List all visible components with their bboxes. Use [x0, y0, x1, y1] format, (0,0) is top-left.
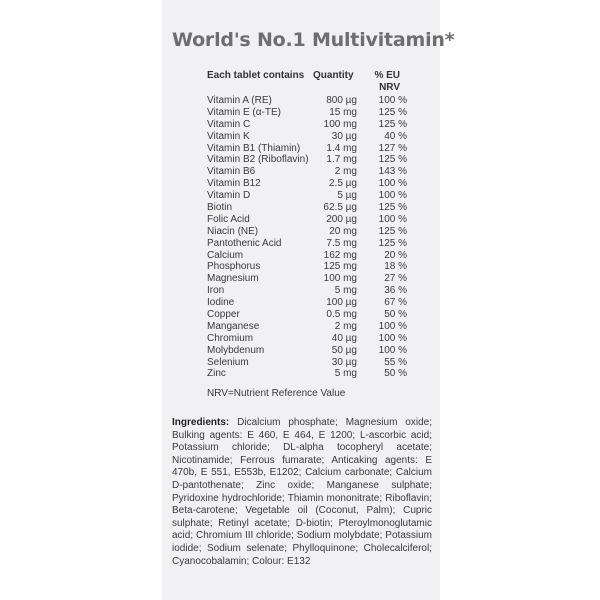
table-row	[207, 226, 407, 238]
table-row	[207, 368, 407, 380]
nutrient-name: Vitamin B6	[207, 166, 256, 178]
nutrient-name: Manganese	[207, 320, 260, 332]
nutrient-name: Vitamin C	[207, 118, 251, 130]
table-row	[207, 285, 407, 297]
table-row	[207, 178, 407, 190]
table-row	[207, 238, 407, 250]
nutrient-nrv: 100 %	[378, 213, 407, 225]
nutrient-quantity: 62.5 µg	[323, 202, 357, 214]
nutrient-quantity: 40 µg	[331, 332, 357, 344]
nutrient-name: Copper	[207, 309, 240, 321]
table-row	[207, 107, 407, 119]
header-nutrient: Each tablet contains	[207, 70, 305, 81]
nutrient-name: Selenium	[207, 356, 249, 368]
table-row	[207, 131, 407, 143]
nutrient-nrv: 100 %	[378, 344, 407, 356]
table-row	[207, 345, 407, 357]
nutrient-quantity: 100 µg	[326, 297, 357, 309]
nutrient-name: Chromium	[207, 332, 254, 344]
nutrient-name: Molybdenum	[207, 344, 265, 356]
page-title: World's No.1 Multivitamin*	[172, 29, 455, 51]
table-row	[207, 261, 407, 273]
nutrient-nrv: 100 %	[378, 95, 407, 106]
nutrient-quantity: 50 µg	[331, 344, 357, 356]
nutrient-nrv: 100 %	[378, 320, 407, 332]
nutrient-quantity: 30 µg	[331, 130, 357, 142]
ingredients-text: Dicalcium phosphate; Magnesium oxide; Bulking agents: E 460, E 464, E 1200; L-ascorbic acid; Potassium chloride; DL-alpha tocopheryl acetate; Nicotinamide; Ferrous fumarate; Anticaking agents: E 470b, E 551, E553b, E1202; Calcium carbonate; Calcium D-pantothenate; Zinc oxide; Manganese sulphate; Pyridoxine hydrochloride; Thiamin mononitrate; Riboflavin; Beta-carotene; Vegetable oil (Coconut, Palm); Cupric sulphate; Retinyl acetate; D-biotin; Pteroylmonoglutamic acid; Chromium III chloride; Sodium molybdate; Potassium iodide; Sodium selenate; Phylloquinone; Cholecalciferol; Cyanocobalamin; Colour: E132	[172, 417, 432, 567]
nutrient-nrv: 36 %	[384, 285, 407, 297]
nutrient-nrv: 125 %	[378, 225, 407, 237]
table-row	[207, 95, 407, 107]
nutrient-nrv: 125 %	[378, 237, 407, 249]
nutrient-nrv: 18 %	[384, 261, 407, 273]
nutrient-name: Biotin	[207, 202, 233, 214]
nutrient-name: Niacin (NE)	[207, 225, 259, 237]
nutrient-name: Vitamin B2 (Riboflavin)	[207, 154, 309, 166]
nutrient-name: Zinc	[207, 368, 226, 380]
nutrient-quantity: 7.5 mg	[326, 237, 357, 249]
table-row	[207, 202, 407, 214]
nutrient-nrv: 50 %	[384, 309, 407, 321]
nutrient-quantity: 100 mg	[323, 118, 357, 130]
nutrient-quantity: 200 µg	[326, 213, 357, 225]
nutrient-name: Iron	[207, 285, 225, 297]
nutrient-quantity: 20 mg	[329, 225, 357, 237]
header-nrv-line2: NRV	[379, 81, 400, 93]
nutrient-nrv: 100 %	[378, 332, 407, 344]
nutrient-nrv: 27 %	[384, 273, 407, 285]
table-row	[207, 321, 407, 333]
nutrient-quantity: 5 µg	[337, 190, 357, 202]
table-row	[207, 309, 407, 321]
nutrient-quantity: 100 mg	[323, 273, 357, 285]
nutrient-name: Magnesium	[207, 273, 259, 285]
header-quantity: Quantity	[313, 70, 354, 81]
nutrient-quantity: 800 µg	[326, 95, 357, 106]
nutrient-name: Vitamin B1 (Thiamin)	[207, 142, 301, 154]
table-row	[207, 297, 407, 309]
nutrient-nrv: 100 %	[378, 190, 407, 202]
nutrient-name: Folic Acid	[207, 213, 250, 225]
nutrient-nrv: 143 %	[378, 166, 407, 178]
table-row	[207, 119, 407, 131]
nutrient-name: Vitamin K	[207, 130, 250, 142]
nutrient-name: Phosphorus	[207, 261, 261, 273]
header-nrv-line1: % EU	[374, 70, 400, 81]
nutrient-quantity: 5 mg	[334, 285, 357, 297]
nutrient-quantity: 30 µg	[331, 356, 357, 368]
nutrient-nrv: 125 %	[378, 118, 407, 130]
table-row	[207, 154, 407, 166]
nutrient-quantity: 2 mg	[334, 166, 357, 178]
ingredients-paragraph	[172, 417, 432, 568]
nutrient-nrv: 20 %	[384, 249, 407, 261]
nutrient-nrv: 125 %	[378, 154, 407, 166]
table-row	[207, 166, 407, 178]
nutrient-nrv: 125 %	[378, 202, 407, 214]
nutrient-name: Vitamin B12	[207, 178, 261, 190]
nutrient-name: Iodine	[207, 297, 235, 309]
nutrient-quantity: 0.5 mg	[326, 309, 357, 321]
table-row	[207, 250, 407, 262]
table-row	[207, 190, 407, 202]
header-nrv	[373, 70, 400, 93]
nutrient-name: Pantothenic Acid	[207, 237, 282, 249]
nutrient-nrv: 125 %	[378, 106, 407, 118]
nrv-footnote: NRV=Nutrient Reference Value	[207, 388, 346, 399]
ingredients-label: Ingredients:	[172, 417, 230, 428]
nutrient-quantity: 2.5 µg	[328, 178, 357, 190]
nutrient-nrv: 55 %	[384, 356, 407, 368]
nutrient-name: Vitamin A (RE)	[207, 95, 272, 106]
nutrient-quantity: 162 mg	[323, 249, 357, 261]
table-row	[207, 333, 407, 345]
nutrient-table	[207, 95, 407, 380]
nutrient-nrv: 50 %	[384, 368, 407, 380]
nutrient-nrv: 40 %	[384, 130, 407, 142]
nutrient-nrv: 67 %	[384, 297, 407, 309]
nutrient-name: Calcium	[207, 249, 244, 261]
nutrient-nrv: 100 %	[378, 178, 407, 190]
nutrient-quantity: 15 mg	[329, 106, 357, 118]
nutrient-quantity: 5 mg	[334, 368, 357, 380]
table-row	[207, 214, 407, 226]
table-row	[207, 357, 407, 369]
table-row	[207, 273, 407, 285]
nutrient-quantity: 125 mg	[323, 261, 357, 273]
nutrient-quantity: 1.4 mg	[326, 142, 357, 154]
nutrient-name: Vitamin E (α-TE)	[207, 106, 281, 118]
nutrient-quantity: 1.7 mg	[326, 154, 357, 166]
nutrient-nrv: 127 %	[378, 142, 407, 154]
nutrient-quantity: 2 mg	[334, 320, 357, 332]
table-row	[207, 143, 407, 155]
nutrient-name: Vitamin D	[207, 190, 251, 202]
